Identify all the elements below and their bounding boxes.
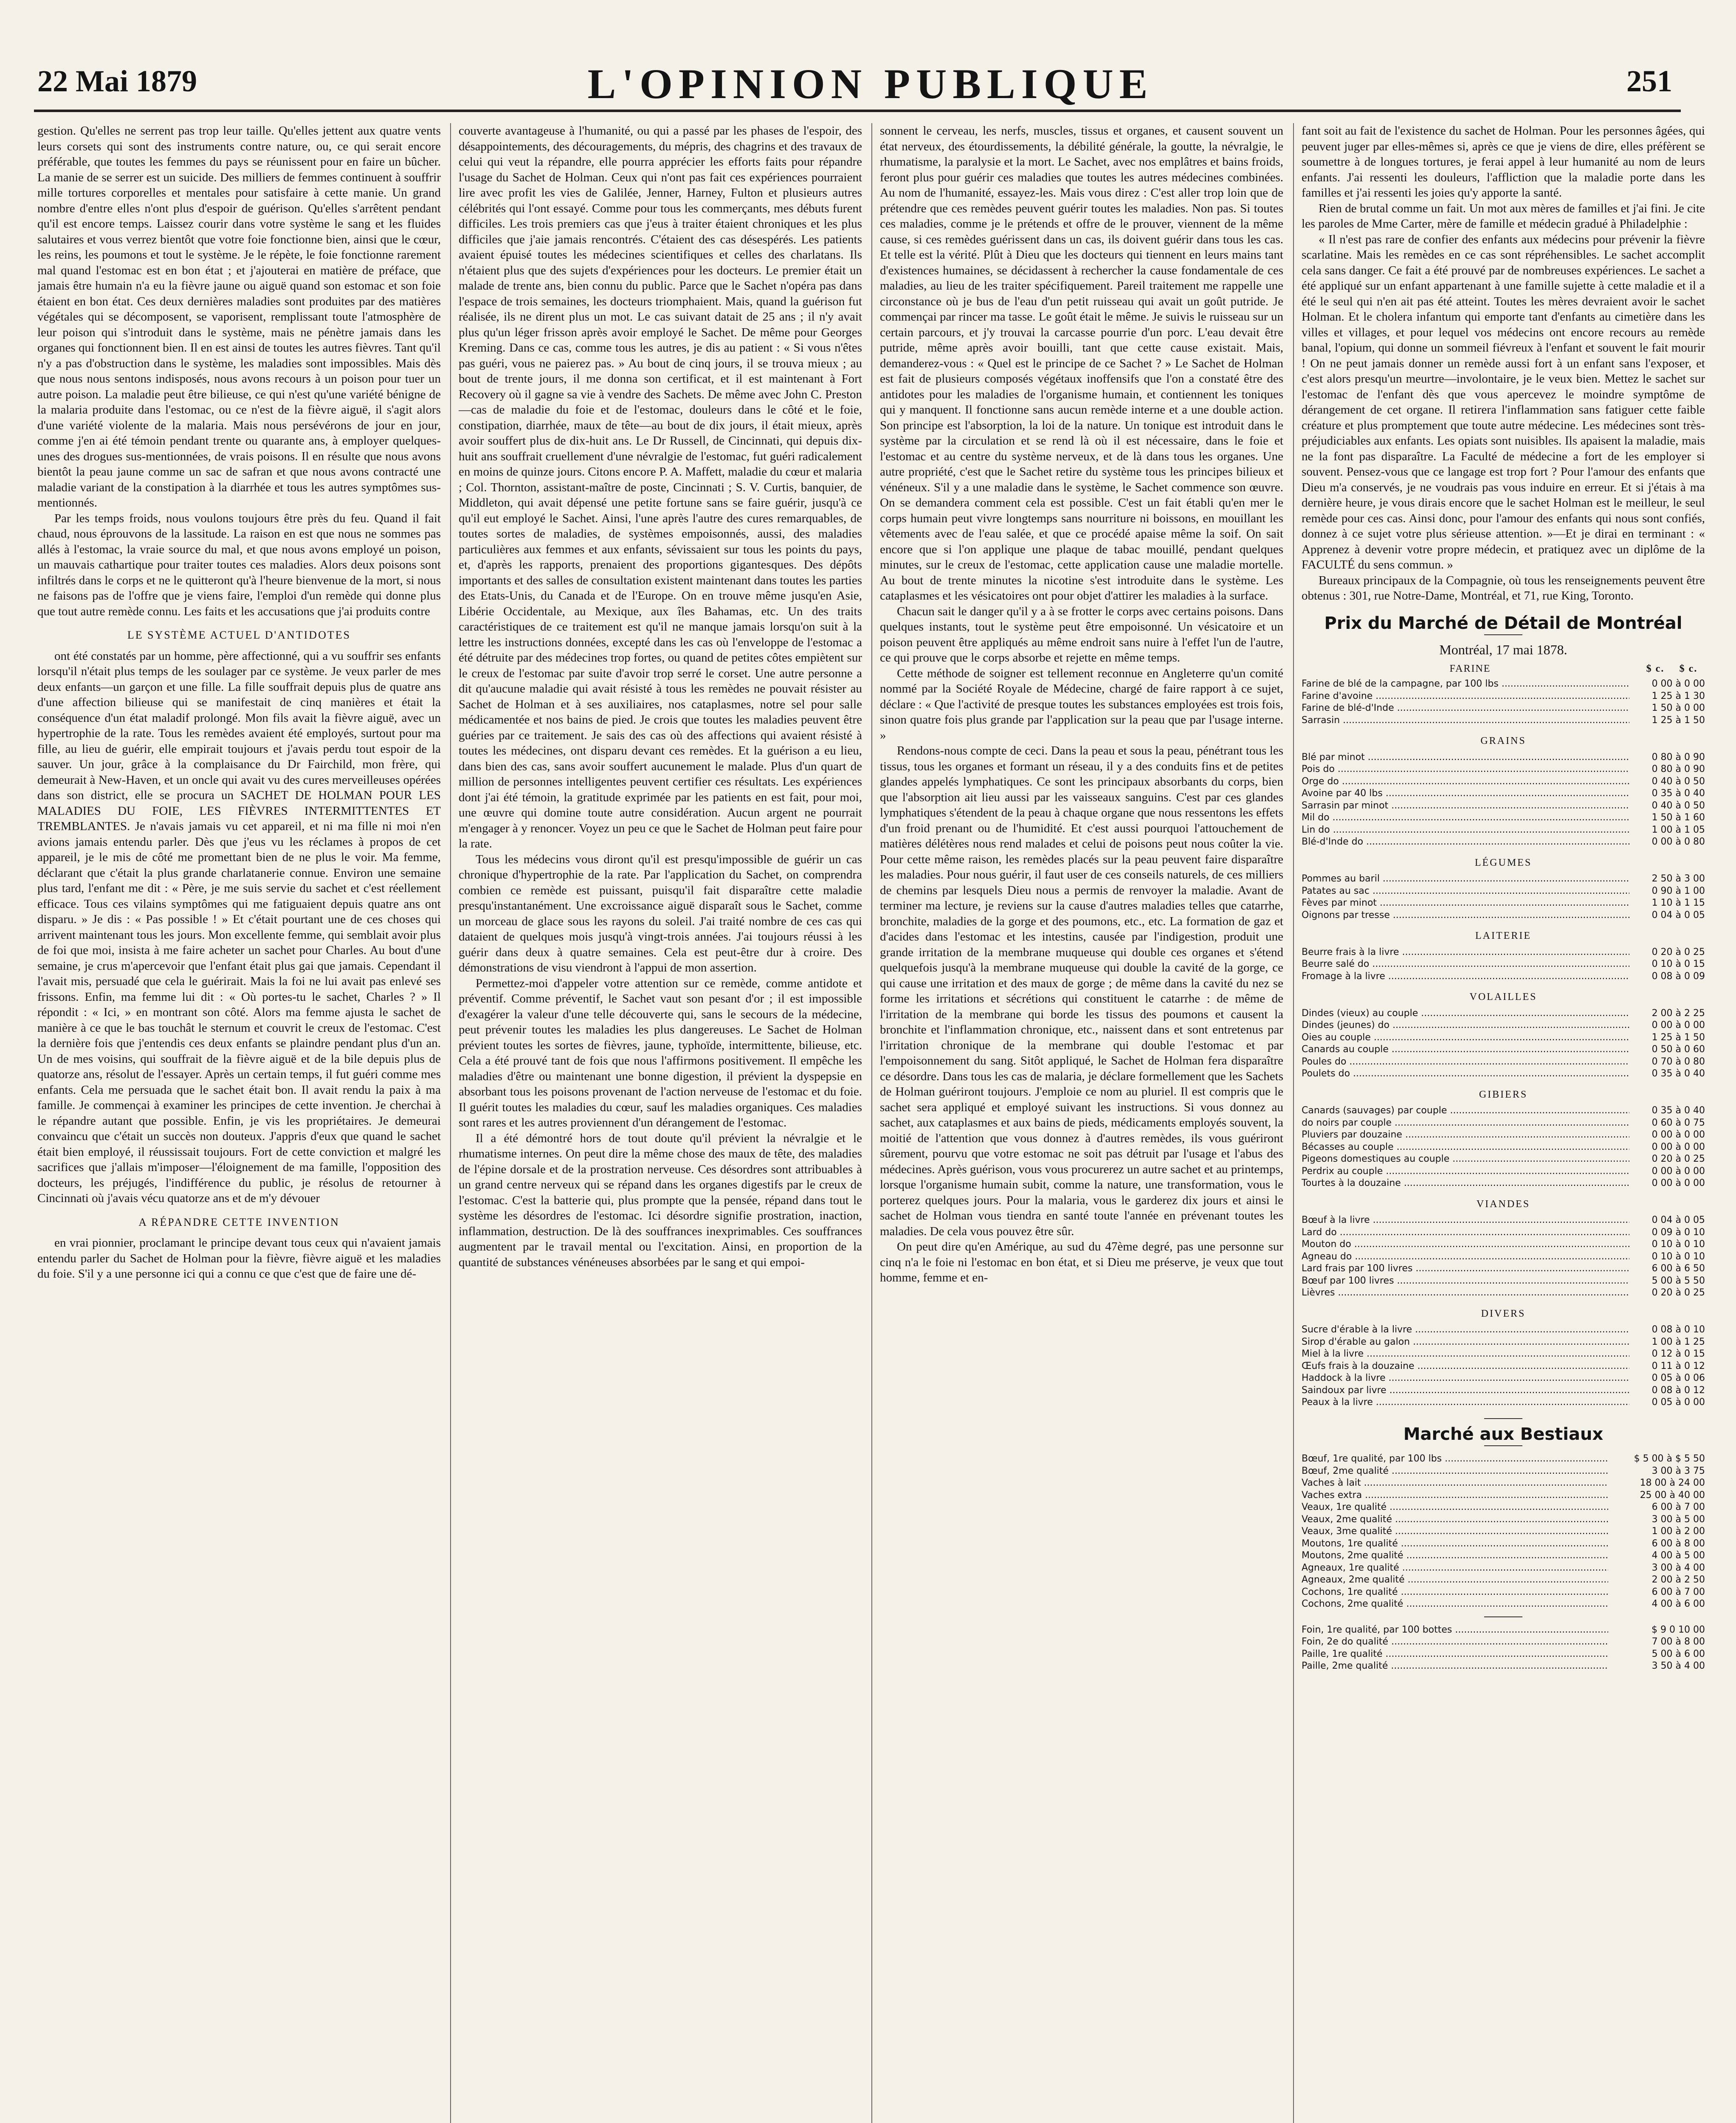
price-row xyxy=(1302,1336,1705,1349)
hay-table xyxy=(1302,1624,1705,1672)
price-row xyxy=(1302,885,1705,898)
item-price: 0 90 à 1 00 xyxy=(1651,885,1705,896)
item-name: Moutons, 2me qualité ..... xyxy=(1302,1550,1608,1562)
price-row xyxy=(1302,1105,1705,1117)
item-name: Haddock à la livre ..... xyxy=(1302,1372,1629,1385)
item-name: Poules do ..... xyxy=(1302,1056,1629,1068)
price-row xyxy=(1302,1453,1705,1465)
paragraph: Chacun sait le danger qu'il y a à se frotter le corps avec certains poisons. Dans quelques instants, tout le système peut être empoisonné. Un vésicatoire et un poison peuvent être appliqués au même endroit sans nuire à l'effet l'un de l'autre, ce qui prouve que le corps absorbe et rejette en même temps. xyxy=(880,604,1283,664)
article-column-3 xyxy=(880,123,1283,2123)
item-name: Sarrasin ..... xyxy=(1302,715,1629,727)
market-date: Montréal, 17 mai 1878. xyxy=(1439,642,1567,657)
paragraph: gestion. Qu'elles ne serrent pas trop leur taille. Qu'elles jettent aux quatre vents leurs corsets qui sont des instruments contre nature, ou, ce qui serait encore préférable, que toutes les femmes du pays se réunissent pour en faire un bûcher. La manie de se serrer est un suicide. Des milliers de femmes continuent à souffrir mille tortures corporelles et mentales pour satisfaire à cette manie. Un grand nombre d'entre elles n'ont plus d'espoir de guérison. Qu'elles s'arrêtent pendant qu'il est encore temps. Laissez courir dans votre système le sang et les fluides salutaires et vous verrez bientôt que votre foie fonctionne bien, ainsi que le cœur, les reins, les poumons et tout le système. Je le répète, le foie fonctionne rarement mal quand l'estomac est en bon état ; et j'ajouterai en matière de préface, que jamais être humain n'a eu la fièvre jaune ou aiguë quand son estomac et son foie étaient en bon état. Ces deux dernières maladies sont produites par des matières végétales qui se décomposent, se vaporisent, remplissant toute l'atmosphère de leur poison qui s'introduit dans le système, mais ne pénètre jamais dans les organes qui fonctionnent bien. Il en est ainsi de toutes les autres fièvres. Tant qu'il n'y a pas d'obstruction dans le système, les maladies sont impossibles. Mais dès que nous nous sentons indisposés, nous avons recours à un poison pour tuer un autre poison. La maladie peut être bilieuse, ce qui n'est qu'une variété bénigne de la malaria produite dans l'estomac, ou ce n'est de la fièvre aiguë, il s'agit alors d'une variété violente de la malaria. Mais nous persévérons de jour en jour, comme j'en ai été témoin pendant trente ou quarante ans, à employer quelques-unes des drogues sus-mentionnées, de vrais poisons. Il en résulte que nous avons bientôt la peau jaune comme un sac de safran et que nous avons contracté une maladie variant de la constipation à la diarrhée et tous les autres symptômes sus-mentionnés. xyxy=(37,124,441,510)
item-name: Foin, 2e do qualité ..... xyxy=(1302,1636,1608,1648)
item-name: Pommes au baril ..... xyxy=(1302,873,1629,885)
section-title: FARINE xyxy=(1449,663,1491,674)
section-title: DIVERS xyxy=(1481,1308,1526,1319)
item-name: Poulets do ..... xyxy=(1302,1068,1629,1080)
item-name: Bœuf par 100 livres ..... xyxy=(1302,1275,1629,1287)
price-row xyxy=(1302,702,1705,715)
price-row xyxy=(1302,836,1705,848)
item-name: Sucre d'érable à la livre ..... xyxy=(1302,1324,1629,1336)
item-name: Sirop d'érable au galon ..... xyxy=(1302,1336,1629,1349)
column-divider xyxy=(871,123,872,2123)
item-price: 0 08 à 0 10 xyxy=(1651,1324,1705,1335)
item-price: 6 00 à 7 00 xyxy=(1651,1502,1705,1512)
paragraph: Il a été démontré hors de tout doute qu'il prévient la névralgie et le rhumatisme internes. On peut dire la même chose des maux de tête, des maladies de l'épine dorsale et de la prostration nerveuse. Ces désordres sont attribuables à un grand centre nerveux qui se répand dans les organes digestifs par le creux de l'estomac. C'est la batterie qui, plus prompte que la pensée, répand dans tout le système les désordres de l'estomac. Ici désordre signifie prostration, inaction, inflammation, destruction. De là des souffrances inexprimables. Ces souffrances augmentent par le travail mental ou l'excitation. Ainsi, en proportion de la quantité de substances vénéneuses absorbées par le sang et qui empoi- xyxy=(459,1131,862,1269)
item-name: Saindoux par livre ..... xyxy=(1302,1385,1629,1397)
item-price: $ 5 00 à $ 5 50 xyxy=(1634,1453,1705,1464)
item-name: Vaches à lait ..... xyxy=(1302,1477,1608,1489)
price-row xyxy=(1302,1227,1705,1239)
section-title: VOLAILLES xyxy=(1469,991,1537,1002)
price-row xyxy=(1302,763,1705,776)
price-row xyxy=(1302,1141,1705,1154)
item-name: Dindes (vieux) au couple ..... xyxy=(1302,1008,1629,1020)
item-name: Bœuf, 1re qualité, par 100 lbs ..... xyxy=(1302,1453,1608,1465)
item-price: 1 25 à 1 50 xyxy=(1651,715,1705,726)
paragraph: Rien de brutal comme un fait. Un mot aux mères de familles et j'ai fini. Je cite les paroles de Mme Carter, mère de famille et médecin gradué à Philadelphie : xyxy=(1302,201,1705,231)
paragraph: Par les temps froids, nous voulons toujours être près du feu. Quand il fait chaud, nous éprouvons de la lassitude. La raison en est que nous ne sommes pas allés à l'estomac, la vraie source du mal, et que nous avons employé un poison, un mauvais cathartique pour traiter toutes ces maladies. Alors deux poisons sont infiltrés dans le corps et ne le quitteront qu'à l'heure bienvenue de la mort, si nous ne faisons pas de l'offre que je viens faire, l'emploi d'un remède qui donne plus que tout autre remède connu. Les faits et les accusations que j'ai produits contre xyxy=(37,511,441,618)
section-title: LÉGUMES xyxy=(1474,857,1532,868)
item-price: 1 00 à 1 05 xyxy=(1651,824,1705,835)
item-price: 1 25 à 1 30 xyxy=(1651,690,1705,701)
item-price: 7 00 à 8 00 xyxy=(1651,1636,1705,1647)
item-price: 3 00 à 4 00 xyxy=(1651,1562,1705,1573)
item-price: 0 12 à 0 15 xyxy=(1651,1349,1705,1359)
item-price: 0 20 à 0 25 xyxy=(1651,1287,1705,1298)
price-row xyxy=(1302,1477,1705,1489)
price-row xyxy=(1302,897,1705,909)
item-price: 1 25 à 1 50 xyxy=(1651,1032,1705,1043)
item-name: Pois do ..... xyxy=(1302,763,1629,776)
item-price: 4 00 à 6 00 xyxy=(1651,1599,1705,1609)
column-divider xyxy=(1293,123,1294,2123)
price-row xyxy=(1302,715,1705,727)
item-price: 0 04 à 0 05 xyxy=(1651,909,1705,921)
price-row xyxy=(1302,1348,1705,1360)
item-price: 0 00 à 0 00 xyxy=(1651,1141,1705,1152)
item-name: do noirs par couple ..... xyxy=(1302,1117,1629,1129)
issue-date: 22 Mai 1879 xyxy=(37,64,197,98)
item-name: Bécasses au couple ..... xyxy=(1302,1141,1629,1154)
price-row xyxy=(1302,1275,1705,1287)
item-name: Lièvres ..... xyxy=(1302,1287,1629,1299)
price-row xyxy=(1302,1056,1705,1068)
item-name: Avoine par 40 lbs ..... xyxy=(1302,788,1629,800)
item-name: Vaches extra ..... xyxy=(1302,1489,1608,1502)
price-row xyxy=(1302,1360,1705,1373)
price-row xyxy=(1302,1514,1705,1526)
livestock-market xyxy=(1302,1418,1705,1672)
item-price: 18 00 à 24 00 xyxy=(1640,1478,1705,1488)
price-row xyxy=(1302,1538,1705,1550)
item-name: Orge do ..... xyxy=(1302,776,1629,788)
price-row xyxy=(1302,1586,1705,1599)
item-price: 0 00 à 0 00 xyxy=(1651,1020,1705,1031)
item-price: 0 00 à 0 00 xyxy=(1651,1129,1705,1140)
price-row xyxy=(1302,800,1705,812)
paragraph: en vrai pionnier, proclamant le principe devant tous ceux qui n'avaient jamais entendu parler du Sachet de Holman pour la fièvre, fièvre aiguë et les maladies du foie. S'il y a une personne ici qui a connu ce que c'est que de faire une dé- xyxy=(37,1236,441,1281)
item-price: 6 00 à 8 00 xyxy=(1651,1538,1705,1549)
price-row xyxy=(1302,812,1705,824)
price-row xyxy=(1302,1008,1705,1020)
section-title: VIANDES xyxy=(1476,1198,1530,1210)
item-price: 0 05 à 0 06 xyxy=(1651,1373,1705,1383)
item-price: 0 20 à 0 25 xyxy=(1651,946,1705,957)
paragraph: Rendons-nous compte de ceci. Dans la peau et sous la peau, pénétrant tous les tissus, tous les organes et formant un réseau, il y a des conduits fins et de petites glandes appelés lymphatiques. Ce sont les principaux absorbants du corps, bien que l'absorption ait lieu aussi par les vaisseaux sanguins. C'est par ces glandes lymphatiques s'étendent de la peau à chaque organe que nous ressentons les effets d'un froid prenant ou de l'humidité. Et c'est aussi pourquoi l'attouchement de matières délétères nous rend malades et celui de poisons peut nous coûter la vie. Pour cette même raison, les remèdes placés sur la peau peuvent faire disparaître les maladies. Pour nous guérir, il faut user de ces conseils naturels, de ces milliers de chemins par lesquels Dieu nous a permis de renvoyer la maladie. Avant de terminer ma lecture, je reviens sur la cause d'autres maladies telles que catarrhe, bronchite, maladies de la gorge et des poumons, etc., etc. La formation de gaz et d'acides dans l'estomac et les intestins, causée par l'indigestion, produit une grande irritation de la membrane muqueuse qui double ces organes et s'étend quelquefois jusqu'à la membrane muqueuse qui double la cavité de la gorge, ce qui cause une irritation et des maux de gorge ; de même dans la cavité du nez se forme les irritations et sécrétions qui constituent le catarrhe : de même de l'irritation de la membrane qui borde les tissus des poumons et causent la bronchite et l'inflammation chronique, etc., naissent dans et sont entretenus par l'irritation chronique de la membrane qui double l'estomac et par l'empoisonnement du sang. Sitôt appliqué, le Sachet de Holman fera disparaître ce désordre. Dans tous les cas de malaria, je déclare formellement que les Sachets de Holman guériront toujours. J'emploie ce nom au pluriel. Il est compris que le sachet sera appliqué et employé suivant les instructions. Si vous donnez au sachet, aux cataplasmes et aux bains de pieds, médicaments employés souvent, la moitié de l'attention que vous donnez à d'autres remèdes, ils vous guériront sûrement, pourvu que votre estomac ne soit pas détruit par l'usage et l'abus des médecines. Après guérison, vous vous procurerez un autre sachet et au printemps, lorsque l'organisme humain subit, comme la nature, une transformation, vous le porterez quelques jours. Pour la malaria, vous le garderez dix jours et ainsi le sachet de Holman vous tiendra en santé toute l'année en prévenant toutes les maladies. De cela vous pouvez être sûr. xyxy=(880,744,1283,1238)
item-price: 3 00 à 3 75 xyxy=(1651,1465,1705,1476)
item-name: Beurre frais à la livre ..... xyxy=(1302,946,1629,959)
item-price: 0 05 à 0 00 xyxy=(1651,1397,1705,1408)
price-row xyxy=(1302,1177,1705,1190)
price-row xyxy=(1302,690,1705,703)
paragraph: Cette méthode de soigner est tellement reconnue en Angleterre qu'un comité nommé par la Société Royale de Médecine, chargé de faire rapport à ce sujet, déclare : « Que l'activité de presque toutes les substances employées est trois fois, sinon quatre fois plus grande par l'application sur la peau que par l'usage interne. » xyxy=(880,666,1283,742)
item-name: Cochons, 2me qualité ..... xyxy=(1302,1598,1608,1611)
item-price: 0 35 à 0 40 xyxy=(1651,1105,1705,1116)
paragraph: couverte avantageuse à l'humanité, ou qui a passé par les phases de l'espoir, des désappointements, des découragements, du mépris, des chagrins et des travaux de celui qui veut la répandre, elle pourra apprécier les efforts faits pour répandre l'usage du Sachet de Holman. Ceux qui n'ont pas fait ces expériences pourraient lire avec profit les vies de Galilée, Jenner, Harney, Fulton et plusieurs autres célébrités qui l'ont essayé. Comme pour tous les commerçants, mes débuts furent difficiles. Les trois premiers cas que j'eus à traiter étaient chroniques et les plus difficiles que j'aie jamais rencontrés. C'étaient des cas désespérés. Les patients avaient épuisé toutes les médecines scientifiques et celles des charlatans. Ils n'étaient plus que des sujets d'expériences pour les docteurs. Le premier était un malade de trente ans, bien connu du public. Parce que le Sachet n'opéra pas dans l'espace de trois semaines, les docteurs triomphaient. Mais, quand la guérison fut réalisée, ils ne dirent plus un mot. Le cas suivant datait de 25 ans ; il n'y avait plus qu'un léger frisson après avoir employé le Sachet. De même pour Georges Kreming. Dans ce cas, comme tous les autres, je dis au patient : « Si vous n'êtes pas guéri, vous ne paierez pas. » Au bout de cinq jours, il se trouva mieux ; au bout de trente jours, il me donna son certificat, et il est maintenant à Fort Recovery où il gagne sa vie à vendre des Sachets. De même avec John C. Preston—cas de maladie du foie et de l'estomac, douleurs dans le côté et le foie, constipation, diarrhée, maux de tête—au bout de dix jours, il était mieux, après avoir souffert plus de dix-huit ans. Le Dr Russell, de Cincinnati, qui depuis dix-huit ans souffrait cruellement d'une névralgie de l'estomac, fut guéri radicalement en moins de quinze jours. Citons encore P. A. Maffett, maladie du cœur et malaria ; Col. Thornton, assistant-maître de poste, Cincinnati ; S. V. Curtis, banquier, de Middleton, qui avait dépensé une petite fortune sans se faire guérir, jusqu'à ce qu'il eut employé le Sachet. Ainsi, l'une après l'autre des cures remarquables, de toutes sortes de maladies, de systèmes empoisonnés, aussi, des maladies particulières aux femmes et aux enfants, sévissaient sur tous les points du pays, et, d'après les rapports, prenaient des proportions gigantesques. Des dépôts importants et des salles de consultation existent maintenant dans toutes les parties des Etats-Unis, du Canada et de l'Europe. On en trouve même jusqu'en Asie, Libérie Occidentale, au Mexique, aux îles Bahamas, etc. Un des traits caractéristiques de ce traitement est qu'il ne manque jamais lorsqu'on suit à la lettre les instructions données, excepté dans les cas où l'enveloppe de l'estomac a été détruite par des médecines trop fortes, ou quand de petites côtes empiètent sur le creux de l'estomac par suite d'avoir trop serré le corset. Une autre personne a dit qu'aucune maladie qui avait résisté à tous les remèdes ne pouvait résister au Sachet de Holman et à ses auxiliaires, nos cataplasmes, notre sel pour salle médicamentée et nos bains de pied. Je crois que toutes les maladies peuvent être guéries par ce traitement. Je sais des cas où des affections qui avaient résisté à toutes les médecines, ont disparu devant ces remèdes. Et la guérison a eu lieu, dans bien des cas, sans avoir souffert aucunement le malade. Plus d'un quart de million de personnes intelligentes peuvent certifier ces résultats. Les expériences dont j'ai été témoin, la gratitude exprimée par les patients en est fait, pour moi, une œuvre qui domine toute autre considération. Aucun argent ne pourrait m'engager à y renoncer. Voyez un peu ce que le Sachet de Holman peut faire pour la rate. xyxy=(459,124,862,850)
item-name: Foin, 1re qualité, par 100 bottes ..... xyxy=(1302,1624,1608,1636)
price-row xyxy=(1302,971,1705,983)
page-number: 251 xyxy=(1626,64,1672,98)
paragraph: « Il n'est pas rare de confier des enfants aux médecins pour prévenir la fièvre scarlatine. Mais les remèdes en ce cas sont répréhensibles. Le sachet accomplit cela sans danger. Ce fait a été prouvé par de nombreuses expériences. Le sachet a été appliqué sur un enfant appartenant à une famille sujette à cette maladie et il a été le seul qui n'en ait pas été atteint. Toutes les mères devraient avoir le sachet Holman. Et le cholera infantum qui emporte tant d'enfants au cimetière dans les villes et villages, et pour lequel vos médecins ont encore recours au remède banal, l'opium, qui donne un sommeil fiévreux à l'enfant et souvent le fait mourir ! On ne peut jamais donner un remède aussi fort à un enfant sans l'exposer, et c'est alors presqu'un meurtre—involontaire, je le veux bien. Mettez le sachet sur l'estomac de l'enfant dès que vous apercevez le moindre symptôme de dérangement de cet organe. Il retirera l'inflammation sans fatiguer cette faible créature et plus promptement que toute autre médecine. Les médecines sont très-préjudiciables aux enfants. Les opiats sont nuisibles. Ils apaisent la maladie, mais ne la font pas disparaître. La Faculté de médecine a fort de les employer si souvent. Pensez-vous que ce langage est trop fort ? Pour l'amour des enfants que Dieu m'a conservés, je ne voudrais pas vous induire en erreur. Et si j'étais à ma dernière heure, je vous dirais encore que le sachet Holman est le meilleur, le seul remède pour ces cas. Ainsi donc, pour l'amour des enfants qui nous sont confiés, donnez à ce sujet votre plus sérieuse attention. »—Et je dirai en terminant : « Apprenez à devenir votre propre médecin, et pratiquez avec un diplôme de la FACULTÉ du sens commun. » xyxy=(1302,232,1705,572)
price-row xyxy=(1302,1153,1705,1166)
item-name: Cochons, 1re qualité ..... xyxy=(1302,1586,1608,1599)
item-name: Oignons par tresse ..... xyxy=(1302,909,1629,922)
item-name: Bœuf à la livre ..... xyxy=(1302,1214,1629,1227)
item-price: 1 00 à 2 00 xyxy=(1651,1526,1705,1537)
item-price: 0 50 à 0 60 xyxy=(1651,1044,1705,1055)
item-price: 0 11 à 0 12 xyxy=(1651,1360,1705,1371)
item-name: Sarrasin par minot ..... xyxy=(1302,800,1629,812)
article-column-2 xyxy=(459,123,862,2123)
price-row xyxy=(1302,1372,1705,1385)
price-row xyxy=(1302,1636,1705,1648)
divider xyxy=(1484,1616,1522,1617)
price-row xyxy=(1302,1044,1705,1056)
price-row xyxy=(1302,1239,1705,1251)
item-price: 5 00 à 5 50 xyxy=(1651,1275,1705,1286)
item-name: Bœuf, 2me qualité ..... xyxy=(1302,1465,1608,1478)
item-name: Pluviers par douzaine ..... xyxy=(1302,1129,1629,1141)
item-name: Canards (sauvages) par couple ..... xyxy=(1302,1105,1629,1117)
section-title: GRAINS xyxy=(1480,735,1526,746)
livestock-table xyxy=(1302,1453,1705,1611)
item-price: 2 00 à 2 25 xyxy=(1651,1008,1705,1019)
item-price: 0 70 à 0 80 xyxy=(1651,1056,1705,1067)
price-row xyxy=(1302,1501,1705,1514)
header-rule xyxy=(34,110,1681,112)
column-divider xyxy=(450,123,451,2123)
item-name: Veaux, 3me qualité ..... xyxy=(1302,1526,1608,1538)
item-price: 0 04 à 0 05 xyxy=(1651,1215,1705,1225)
item-price: 3 00 à 5 00 xyxy=(1651,1514,1705,1525)
article-column-4 xyxy=(1302,123,1705,2123)
item-price: 6 00 à 6 50 xyxy=(1651,1263,1705,1274)
item-price: 3 50 à 4 00 xyxy=(1651,1661,1705,1671)
item-price: 0 09 à 0 10 xyxy=(1651,1227,1705,1238)
price-row xyxy=(1302,1465,1705,1478)
item-name: Blé par minot ..... xyxy=(1302,752,1629,764)
item-price: 0 80 à 0 90 xyxy=(1651,752,1705,763)
livestock-title: Marché aux Bestiaux xyxy=(1403,1424,1604,1444)
item-price: 4 00 à 5 00 xyxy=(1651,1550,1705,1561)
item-price: 0 20 à 0 25 xyxy=(1651,1154,1705,1164)
item-price: 1 50 à 1 60 xyxy=(1651,812,1705,823)
price-row xyxy=(1302,788,1705,800)
item-price: 0 00 à 0 00 xyxy=(1651,679,1705,689)
item-name: Dindes (jeunes) do ..... xyxy=(1302,1019,1629,1032)
price-row xyxy=(1302,776,1705,788)
item-name: Veaux, 1re qualité ..... xyxy=(1302,1501,1608,1514)
item-name: Moutons, 1re qualité ..... xyxy=(1302,1538,1608,1550)
item-price: $ 9 0 10 00 xyxy=(1651,1624,1705,1635)
price-row xyxy=(1302,1068,1705,1080)
item-price: 0 00 à 0 00 xyxy=(1651,1166,1705,1177)
section-title: GIBIERS xyxy=(1479,1089,1528,1100)
item-price: 0 40 à 0 50 xyxy=(1651,776,1705,787)
price-row xyxy=(1302,1019,1705,1032)
price-row xyxy=(1302,1287,1705,1299)
item-name: Patates au sac ..... xyxy=(1302,885,1629,898)
price-row xyxy=(1302,946,1705,959)
item-name: Farine de blé-d'Inde ..... xyxy=(1302,702,1629,715)
item-name: Miel à la livre ..... xyxy=(1302,1348,1629,1360)
newspaper-title: L'OPINION PUBLIQUE xyxy=(587,60,1154,107)
price-row xyxy=(1302,1117,1705,1129)
price-row xyxy=(1302,1660,1705,1672)
price-row xyxy=(1302,1251,1705,1263)
price-row xyxy=(1302,909,1705,922)
item-name: Mouton do ..... xyxy=(1302,1239,1629,1251)
item-price: 0 00 à 0 80 xyxy=(1651,836,1705,847)
price-row xyxy=(1302,1489,1705,1502)
item-price: 2 50 à 3 00 xyxy=(1651,873,1705,884)
paragraph: On peut dire qu'en Amérique, au sud du 47ème degré, pas une personne sur cinq n'a le foie ni l'estomac en bon état, et si Dieu me préserve, je veux que tout homme, femme et en- xyxy=(880,1240,1283,1284)
price-row xyxy=(1302,1574,1705,1586)
item-name: Canards au couple ..... xyxy=(1302,1044,1629,1056)
item-price: 0 10 à 0 15 xyxy=(1651,959,1705,969)
price-row xyxy=(1302,678,1705,690)
price-row xyxy=(1302,873,1705,885)
item-name: Fromage à la livre ..... xyxy=(1302,971,1629,983)
item-price: 0 60 à 0 75 xyxy=(1651,1117,1705,1128)
article-column-1 xyxy=(37,123,441,2123)
item-price: 0 40 à 0 50 xyxy=(1651,800,1705,811)
price-row xyxy=(1302,1324,1705,1336)
item-name: Tourtes à la douzaine ..... xyxy=(1302,1177,1629,1190)
market-prices xyxy=(1302,613,1705,1409)
price-row xyxy=(1302,1385,1705,1397)
paragraph: fant soit au fait de l'existence du sachet de Holman. Pour les personnes âgées, qui peuvent juger par elles-mêmes si, après ce que je viens de dire, elles préfèrent se soumettre à de longues tortures, je ferai appel à leur humanité au nom de leurs enfants. J'ai ressenti les douleurs, l'affliction que la maladie porte dans les familles et j'ai ressenti les joies qu'y apporte la santé. xyxy=(1302,124,1705,200)
price-row xyxy=(1302,824,1705,836)
item-price: 0 35 à 0 40 xyxy=(1651,1068,1705,1079)
price-row xyxy=(1302,1032,1705,1044)
section-heading: A RÉPANDRE CETTE INVENTION xyxy=(138,1216,340,1228)
item-name: Paille, 1re qualité ..... xyxy=(1302,1648,1608,1661)
item-name: Blé-d'Inde do ..... xyxy=(1302,836,1629,848)
price-row xyxy=(1302,1550,1705,1562)
item-price: 0 08 à 0 12 xyxy=(1651,1385,1705,1396)
price-row xyxy=(1302,1562,1705,1574)
item-price: 0 10 à 0 10 xyxy=(1651,1239,1705,1250)
divider xyxy=(1484,1418,1522,1419)
price-row xyxy=(1302,1598,1705,1611)
price-row xyxy=(1302,752,1705,764)
item-name: Beurre salé do ..... xyxy=(1302,958,1629,971)
section-heading: LE SYSTÈME ACTUEL D'ANTIDOTES xyxy=(127,629,351,641)
item-name: Agneaux, 2me qualité ..... xyxy=(1302,1574,1608,1586)
section-header xyxy=(1302,661,1705,677)
price-row xyxy=(1302,1214,1705,1227)
item-price: 0 08 à 0 09 xyxy=(1651,971,1705,982)
item-price: 6 00 à 7 00 xyxy=(1651,1586,1705,1597)
item-name: Lard frais par 100 livres ..... xyxy=(1302,1263,1629,1275)
market-title: Prix du Marché de Détail de Montréal xyxy=(1324,613,1682,633)
paragraph: Bureaux principaux de la Compagnie, où tous les renseignements peuvent être obtenus : 301, rue Notre-Dame, Montréal, et 71, rue King, Toronto. xyxy=(1302,573,1705,603)
price-row xyxy=(1302,1624,1705,1636)
item-name: Agneaux, 1re qualité ..... xyxy=(1302,1562,1608,1574)
item-price: 0 35 à 0 40 xyxy=(1651,788,1705,799)
price-row xyxy=(1302,958,1705,971)
item-name: Oies au couple ..... xyxy=(1302,1032,1629,1044)
price-row xyxy=(1302,1648,1705,1661)
item-price: 25 00 à 40 00 xyxy=(1640,1489,1705,1501)
item-name: Mil do ..... xyxy=(1302,812,1629,824)
section-title: LAITERIE xyxy=(1475,930,1531,941)
item-price: 0 80 à 0 90 xyxy=(1651,764,1705,774)
item-name: Perdrix au couple ..... xyxy=(1302,1166,1629,1178)
item-price: 1 50 à 0 00 xyxy=(1651,703,1705,713)
item-price: 5 00 à 6 00 xyxy=(1651,1648,1705,1659)
item-price: 0 00 à 0 00 xyxy=(1651,1178,1705,1188)
price-row xyxy=(1302,1166,1705,1178)
item-name: Fèves par minot ..... xyxy=(1302,897,1629,909)
item-name: Veaux, 2me qualité ..... xyxy=(1302,1514,1608,1526)
paragraph: sonnent le cerveau, les nerfs, muscles, tissus et organes, et causent souvent un état nerveux, des étourdissements, la débilité générale, la goutte, la névralgie, le rhumatisme, la paralysie et la mort. Le Sachet, avec nos emplâtres et bains froids, feront plus pour guérir ces maladies que toutes les autres médecines combinées. Au nom de l'humanité, essayez-les. Mais vous direz : C'est aller trop loin que de prétendre que ces remèdes peuvent guérir toutes les maladies. Non pas. Si toutes ces maladies, comme je le prétends et offre de le prouver, viennent de la même cause, si ces remèdes guérissent dans un cas, ils doivent guérir dans tous les cas. Et telle est la vérité. Plût à Dieu que les docteurs qui tiennent en leurs mains tant d'existences humaines, se décidassent à rechercher la cause fondamentale de ces maladies, au lieu de les traiter spécifiquement. Pareil traitement me rappelle une circonstance où je bus de l'eau d'un petit ruisseau qui avait un goût putride. Je commençai par rincer ma tasse. Le goût était le même. Je suivis le ruisseau sur un certain parcours, et j'y trouvai la carcasse pourrie d'un porc. L'eau devait être putride, même après avoir bouilli, tant que cette cause existait. Mais, demanderez-vous : « Quel est le principe de ce Sachet ? » Le Sachet de Holman est fait de plusieurs composés végétaux inoffensifs que l'on a constaté être des antidotes pour les maladies de l'organisme humain, et contiennent les toniques qui y manquent. Il fonctionne sans aucun remède interne et a une double action. Son principe est l'absorption, la loi de la nature. Un tonique est introduit dans le système par la circulation et se rend là où il est nécessaire, dans le foie et l'estomac et au centre du système nerveux, et de là dans tous les organes. Une autre propriété, c'est que le Sachet retire du système tous les principes bilieux et vénéneux. S'il y a une maladie dans le système, le Sachet commence son œuvre. On se demandera comment cela est possible. C'est un fait établi qu'en mer le corps humain peut vivre longtemps sans nourriture ni boissons, en mouillant les vêtements avec de l'eau salée, et que ce procédé apaise même la soif. On sait encore que si l'on applique une plaque de tabac mouillé, pendant quelques minutes, sur le creux de l'estomac, cette application cause une maladie mortelle. Au bout de trente minutes la nicotine s'est introduite dans le système. Les cataplasmes et les vésicatoires ont pour objet d'attirer les maladies à la surface. xyxy=(880,124,1283,603)
masthead xyxy=(0,0,1736,106)
price-row xyxy=(1302,1263,1705,1275)
item-name: Agneau do ..... xyxy=(1302,1251,1629,1263)
item-name: Œufs frais à la douzaine ..... xyxy=(1302,1360,1629,1373)
price-row xyxy=(1302,1397,1705,1409)
item-name: Lard do ..... xyxy=(1302,1227,1629,1239)
item-price: 2 00 à 2 50 xyxy=(1651,1574,1705,1585)
paragraph: ont été constatés par un homme, père affectionné, qui a vu souffrir ses enfants lorsqu'il n'était plus temps de les soulager par ce système. Je veux parler de mes deux enfants—un garçon et une fille. La fille souffrait depuis plus de quatre ans d'une affection bilieuse qui se manifestait de cinq manières et était la conséquence d'un état maladif prolongé. Mon fils avait la fièvre aiguë, avec un hypertrophie de la rate. Tous les remèdes avaient été employés, surtout pour ma fille, au lieu de guérir, elle empirait toujours et j'avais perdu tout espoir de la sauver. Un jour, grâce à la complaisance du Dr Fairchild, mon frère, qui demeurait à New-Haven, et un oncle qui avait vu des cures merveilleuses opérées dans son district, elle se procura un SACHET DE HOLMAN POUR LES MALADIES DU FOIE, LES FIÈVRES INTERMITTENTES ET TREMBLANTES. Je n'avais jamais vu cet appareil, et ni ma fille ni moi n'en avions jamais entendu parler. Dès que j'eus vu les réclames à propos de cet appareil, je le mis de côté me promettant bien de ne plus le voir. Ma femme, déclarant que c'était la plus grande charlatanerie connue. Environ une semaine plus tard, l'enfant me dit : « Père, je me suis servie du sachet et c'est réellement efficace. Tous ces vilains symptômes qui me fatiguaient depuis quatre ans ont disparu. » Je dis : « Pas possible ! » Et c'était pourtant une de ces choses qui arrivent maintenant tous les jours. Mon excellente femme, qui semblait avoir plus de foi que moi, insista à me faire acheter un sachet pour Charles. Au bout d'une semaine, je crus m'apercevoir que l'enfant était plus gai que jamais. Cependant il l'avait mis, persuadé que cela le guérirait. Mais la foi ne lui avait pas enlevé ses frissons. Enfin, ma femme lui dit : « Où portes-tu le sachet, Charles ? » Il répondit : « Ici, » en montrant son côté. Alors ma femme ajusta le sachet de manière à ce que le bas touchât le sternum et couvrit le creux de l'estomac. C'est la dernière fois que j'entendis ces deux enfants se plaindre pendant plus d'un an. Un de mes voisins, qui souffrait de la fièvre aiguë et de la bile depuis plus de quatorze ans, résolut de l'essayer. Après un certain temps, il fut guéri comme mes enfants. Cela me persuada que le sachet était bon. Il avait rendu la paix à ma famille. Je commençai à examiner les principes de cette invention. Je cherchai à le répandre autant que possible. Enfin, je vis les propriétaires. Je demeurai convaincu que c'était un succès non douteux. J'appris d'eux que quand le sachet était bien employé, il réussissait toujours. Fort de cette conviction et malgré les sacrifices que j'allais m'imposer—l'éloignement de ma famille, l'opposition des docteurs, les préjugés, l'indifférence du public, je résolus de retourner à Cincinnati où j'avais vécu quatorze ans et de m'y dévouer xyxy=(37,649,441,1205)
paragraph: Tous les médecins vous diront qu'il est presqu'impossible de guérir un cas chronique d'hypertrophie de la rate. Par l'application du Sachet, on comprendra combien ce remède est puissant, puisqu'il fait disparaître cette maladie presqu'instantanément. Une excroissance aiguë disparaît sous le Sachet, comme un morceau de glace sous les rayons du soleil. J'ai traité nombre de ces cas qui dataient de quelques mois jusqu'à vingt-trois années. J'ai toujours réussi à les guérir dans deux à quatre semaines. Cela est peut-être dur à croire. Des démonstrations de visu viendront à l'appui de mon assertion. xyxy=(459,852,862,974)
price-row xyxy=(1302,1526,1705,1538)
item-name: Peaux à la livre ..... xyxy=(1302,1397,1629,1409)
divider xyxy=(1484,1445,1522,1446)
unit-label: $ c. xyxy=(1646,663,1665,674)
item-price: 1 00 à 1 25 xyxy=(1651,1336,1705,1347)
item-price: 0 10 à 0 10 xyxy=(1651,1251,1705,1262)
divider xyxy=(1484,634,1522,635)
item-price: 1 10 à 1 15 xyxy=(1651,898,1705,908)
price-row xyxy=(1302,1129,1705,1141)
item-name: Farine d'avoine ..... xyxy=(1302,690,1629,703)
item-name: Farine de blé de la campagne, par 100 lbs ..... xyxy=(1302,678,1629,690)
item-name: Paille, 2me qualité ..... xyxy=(1302,1660,1608,1672)
paragraph: Permettez-moi d'appeler votre attention sur ce remède, comme antidote et préventif. Comme préventif, le Sachet vaut son pesant d'or ; il est impossible d'exagérer la valeur d'une telle découverte qui, sans le secours de la médecine, peut prévenir toutes les maladies les plus dangereuses. Le Sachet de Holman prévient toutes les sortes de fièvres, jaune, typhoïde, intermittente, bilieuse, etc. Cela a été prouvé tant de fois que nous l'affirmons positivement. Il empêche les maladies d'être ou maintenant une bonne digestion, il prévient la dyspepsie en absorbant tous les poisons provenant de l'action nerveuse de l'estomac et du foie. Il guérit toutes les maladies du cœur, sauf les maladies organiques. Ces maladies sont rares et les autres proviennent d'un dérangement de l'estomac. xyxy=(459,976,862,1129)
item-name: Pigeons domestiques au couple ..... xyxy=(1302,1153,1629,1166)
unit-label: $ c. xyxy=(1679,663,1698,674)
market-table xyxy=(1302,661,1705,1409)
item-name: Lin do ..... xyxy=(1302,824,1629,836)
